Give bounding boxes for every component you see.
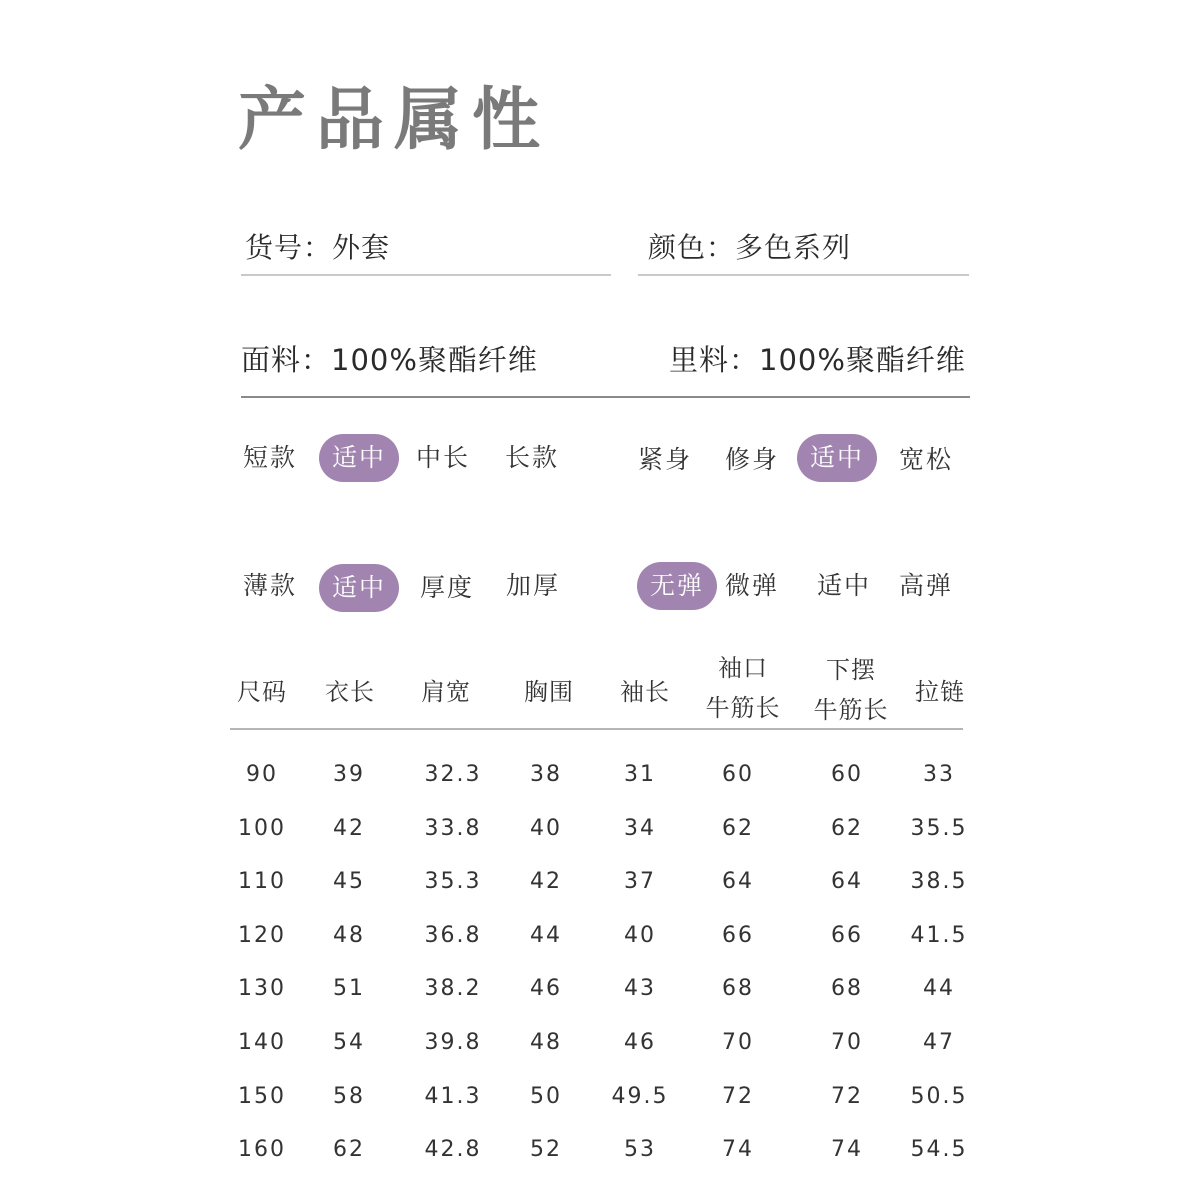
length-option: 长款	[504, 443, 559, 472]
table-cell: 54.5	[910, 1137, 968, 1163]
table-cell: 64	[831, 869, 863, 895]
table-cell: 42.8	[424, 1137, 482, 1163]
table-cell: 44	[530, 922, 562, 948]
table-cell: 38.5	[910, 869, 968, 895]
divider-color	[638, 274, 969, 276]
header-hem-line2: 牛筋长	[813, 696, 889, 724]
table-cell: 41.3	[424, 1083, 482, 1109]
item-lining: 里料：100%聚酯纤维	[669, 343, 966, 377]
header-zipper: 拉链	[915, 678, 965, 706]
table-cell: 50	[530, 1083, 562, 1109]
table-cell: 51	[333, 976, 365, 1002]
table-cell: 100	[238, 815, 286, 841]
item-code: 货号：外套	[245, 231, 391, 264]
table-cell: 44	[923, 976, 955, 1002]
table-cell: 54	[333, 1030, 365, 1055]
table-cell: 36.8	[424, 922, 482, 948]
table-cell: 72	[831, 1083, 863, 1109]
table-cell: 47	[923, 1030, 955, 1055]
thickness-option: 厚度	[419, 573, 474, 602]
header-cuff-line2: 牛筋长	[705, 694, 781, 722]
table-cell: 68	[831, 976, 863, 1002]
item-color: 颜色：多色系列	[648, 231, 852, 264]
table-cell: 66	[831, 922, 863, 948]
table-cell: 35.5	[910, 815, 968, 841]
table-cell: 39.8	[424, 1030, 482, 1055]
table-cell: 34	[624, 815, 656, 841]
table-cell: 90	[246, 762, 278, 787]
table-cell: 33	[923, 762, 955, 787]
table-cell: 35.3	[424, 869, 482, 895]
table-cell: 48	[333, 922, 365, 948]
header-cuff-line1: 袖口	[718, 654, 768, 682]
table-cell: 45	[333, 869, 365, 895]
table-divider	[230, 728, 963, 730]
fit-option: 修身	[724, 445, 779, 474]
header-sleeve: 袖长	[620, 678, 670, 706]
header-chest: 胸围	[524, 678, 574, 706]
thickness-option-selected: 适中	[319, 564, 399, 612]
elasticity-option-selected: 无弹	[637, 562, 717, 610]
table-cell: 74	[722, 1137, 754, 1163]
table-cell: 62	[333, 1137, 365, 1163]
table-cell: 110	[238, 869, 286, 895]
header-size: 尺码	[237, 678, 287, 706]
table-cell: 43	[624, 976, 656, 1002]
fit-option: 紧身	[637, 445, 692, 474]
elasticity-option: 高弹	[898, 571, 953, 600]
table-cell: 58	[333, 1083, 365, 1109]
table-cell: 33.8	[424, 815, 482, 841]
table-cell: 68	[722, 976, 754, 1002]
table-cell: 150	[238, 1083, 286, 1109]
table-cell: 66	[722, 922, 754, 948]
table-cell: 140	[238, 1030, 286, 1055]
table-cell: 60	[722, 762, 754, 787]
fit-option: 宽松	[898, 445, 953, 474]
header-hem-line1: 下摆	[826, 656, 876, 684]
table-cell: 42	[530, 869, 562, 895]
table-cell: 39	[333, 762, 365, 787]
table-cell: 38.2	[424, 976, 482, 1002]
divider-material	[241, 396, 970, 398]
item-fabric: 面料：100%聚酯纤维	[241, 343, 538, 377]
table-cell: 62	[722, 815, 754, 841]
table-cell: 64	[722, 869, 754, 895]
table-cell: 49.5	[611, 1083, 669, 1109]
page-title: 产品属性	[238, 81, 551, 160]
thickness-option: 加厚	[505, 571, 560, 600]
table-cell: 130	[238, 976, 286, 1002]
table-cell: 70	[831, 1030, 863, 1055]
table-cell: 62	[831, 815, 863, 841]
thickness-option: 薄款	[242, 571, 297, 600]
table-cell: 74	[831, 1137, 863, 1163]
table-cell: 46	[624, 1030, 656, 1055]
table-cell: 41.5	[910, 922, 968, 948]
divider-code	[241, 274, 611, 276]
header-shoulder: 肩宽	[421, 678, 471, 706]
fit-option-selected: 适中	[797, 434, 877, 482]
table-cell: 70	[722, 1030, 754, 1055]
table-cell: 31	[624, 762, 656, 787]
length-option-selected: 适中	[319, 434, 399, 482]
table-cell: 160	[238, 1137, 286, 1163]
table-cell: 42	[333, 815, 365, 841]
table-cell: 60	[831, 762, 863, 787]
table-cell: 48	[530, 1030, 562, 1055]
table-cell: 50.5	[910, 1083, 968, 1109]
table-cell: 40	[530, 815, 562, 841]
elasticity-option: 适中	[816, 571, 871, 600]
header-length: 衣长	[325, 678, 375, 706]
length-option: 短款	[242, 443, 297, 472]
table-cell: 120	[238, 922, 286, 948]
table-cell: 37	[624, 869, 656, 895]
table-cell: 53	[624, 1137, 656, 1163]
table-cell: 46	[530, 976, 562, 1002]
table-cell: 32.3	[424, 762, 482, 787]
table-cell: 52	[530, 1137, 562, 1163]
table-cell: 40	[624, 922, 656, 948]
table-cell: 38	[530, 762, 562, 787]
length-option: 中长	[415, 443, 470, 472]
table-cell: 72	[722, 1083, 754, 1109]
elasticity-option: 微弹	[724, 571, 779, 600]
